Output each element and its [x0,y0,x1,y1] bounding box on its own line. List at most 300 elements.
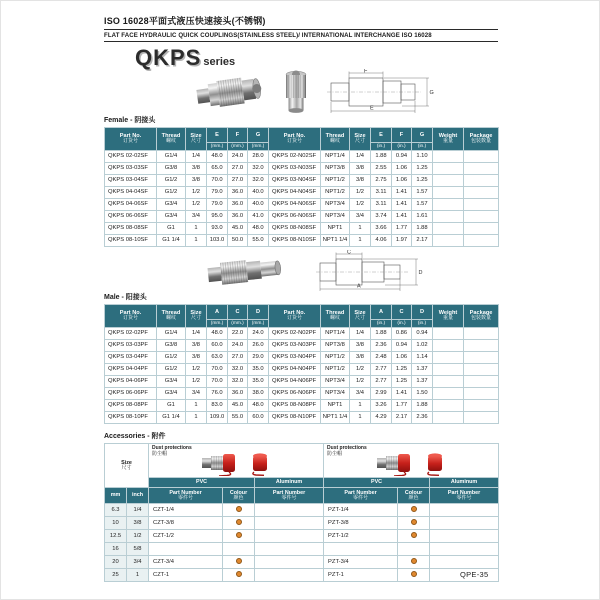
part-number-cell: PZT-3/4 [324,556,398,569]
value-cell [430,543,499,556]
table-row [105,556,499,569]
value-cell: G3/4 [157,199,186,211]
value-cell: 3/8 [186,163,207,175]
value-cell: NPT1/2 [321,364,350,376]
value-cell: 48.0 [207,328,228,340]
value-cell: 2.55 [371,163,392,175]
value-cell: 32.0 [228,364,248,376]
table-row [105,569,499,582]
colour-dot [411,506,417,512]
value-cell: 1.41 [392,199,412,211]
value-cell: 32.0 [248,163,269,175]
value-cell: 45.0 [228,223,248,235]
value-cell: 1.25 [392,364,412,376]
value-cell: 1.06 [392,163,412,175]
value-cell: 36.0 [228,199,248,211]
value-cell: G1/4 [157,328,186,340]
col-header-thread: Thread 螺纹 [321,128,350,151]
value-cell: 3/4 [127,556,149,569]
unit-in: (in.) [392,320,412,328]
colour-dot-cell [223,517,255,530]
colour-dot-cell [398,569,430,582]
table-row [105,175,499,187]
unit-mm: (mm.) [248,143,269,151]
col-header-part-no: Part No. 订货号 [269,305,321,328]
dust-protections-label: Dust protections 防尘帽 [152,445,192,457]
col-header-part-no: Part No. 订货号 [105,305,157,328]
value-cell: 1/4 [186,151,207,163]
value-cell: 2.77 [371,364,392,376]
value-cell: G1/2 [157,187,186,199]
value-cell: 36.0 [228,388,248,400]
series-title [135,45,498,69]
dust-cap-photo [249,450,271,476]
value-cell: 3.66 [371,223,392,235]
value-cell: 1/2 [350,187,371,199]
value-cell: 1 [127,569,149,582]
part-number-header: Part Number 零件号 [149,488,223,504]
value-cell [255,530,324,543]
value-cell: G3/4 [157,211,186,223]
dust-protection-photo-aluminum [324,444,499,478]
value-cell [430,556,499,569]
series-name: QKPS [135,45,202,70]
colour-dot [411,571,417,577]
size-header: Size 尺寸 [105,444,149,488]
value-cell: 22.0 [228,328,248,340]
page-content [104,14,498,582]
value-cell [255,569,324,582]
value-cell: G3/4 [157,376,186,388]
table-row [105,530,499,543]
value-cell [433,175,464,187]
colour-dot-cell [398,556,430,569]
value-cell: 1.77 [392,223,412,235]
table-row [105,235,499,247]
part-number-cell [149,543,223,556]
value-cell [464,235,499,247]
value-cell: 48.0 [248,223,269,235]
value-cell: 0.86 [392,328,412,340]
value-cell: 2.36 [371,340,392,352]
part-number-cell: QKPS 03-N03SF [269,163,321,175]
value-cell [223,543,255,556]
value-cell: 83.0 [207,400,228,412]
value-cell: 3/4 [350,388,371,400]
value-cell [433,400,464,412]
value-cell: 1/4 [186,328,207,340]
value-cell: 36.0 [228,211,248,223]
value-cell [255,556,324,569]
part-number-cell: CZT-3/8 [149,517,223,530]
value-cell: 3/8 [350,340,371,352]
table-row [105,151,499,163]
part-number-cell: CZT-1/2 [149,530,223,543]
value-cell: 1/2 [350,376,371,388]
value-cell: 2.75 [371,175,392,187]
value-cell: 60.0 [207,340,228,352]
part-number-cell: QKPS 04-N06PF [269,376,321,388]
inch-header: inch [127,488,149,504]
value-cell: 1.37 [412,364,433,376]
value-cell: 4.29 [371,412,392,424]
part-number-cell: QKPS 08-10SF [105,235,157,247]
value-cell: 1.57 [412,199,433,211]
col-header-size: Size 尺寸 [186,305,207,328]
value-cell: G3/8 [157,340,186,352]
col-header-dim-c: C [228,305,248,320]
col-header-weight: Weight 重量 [433,128,464,151]
value-cell: 41.0 [248,211,269,223]
dim-label-d: D [418,270,422,276]
value-cell: NPT1/2 [321,187,350,199]
value-cell: NPT3/4 [321,388,350,400]
value-cell: 48.0 [248,400,269,412]
value-cell: NPT1/4 [321,328,350,340]
value-cell: 3/8 [186,352,207,364]
colour-dot [411,558,417,564]
male-spec-table [104,304,499,424]
female-photo-block [134,70,498,114]
table-row [105,388,499,400]
value-cell: 3.26 [371,400,392,412]
value-cell: 1.50 [412,388,433,400]
table-row [105,543,499,556]
value-cell: 27.0 [228,175,248,187]
colour-dot-cell [223,504,255,517]
value-cell [433,199,464,211]
value-cell: 3/4 [186,388,207,400]
dust-protections-label: Dust protections 防尘帽 [327,445,367,457]
table-row [105,364,499,376]
colour-header: Colour 颜色 [398,488,430,504]
value-cell: 40.0 [248,187,269,199]
value-cell: 1 [186,412,207,424]
part-number-cell: QKPS 03-04SF [105,175,157,187]
value-cell: 1/4 [350,328,371,340]
value-cell: 3.11 [371,199,392,211]
col-header-part-no: Part No. 订货号 [105,128,157,151]
value-cell: 3/8 [350,352,371,364]
part-number-header: Part Number 零件号 [430,488,499,504]
value-cell: G1/2 [157,175,186,187]
value-cell: 0.94 [412,328,433,340]
dim-label-f: F [363,69,367,75]
part-number-cell: QKPS 06-06PF [105,388,157,400]
value-cell [464,211,499,223]
value-cell: 1/2 [186,364,207,376]
value-cell: NPT3/4 [321,376,350,388]
value-cell: 55.0 [248,235,269,247]
value-cell: 16 [105,543,127,556]
dust-cap-photos [324,445,498,477]
col-header-package: Package 包装数量 [464,305,499,328]
col-header-size: Size 尺寸 [350,305,371,328]
value-cell: 65.0 [207,163,228,175]
part-number-cell: QKPS 03-04PF [105,352,157,364]
colour-dot [236,532,242,538]
value-cell: 3/4 [186,211,207,223]
part-number-cell: QKPS 04-N04SF [269,187,321,199]
value-cell: 1.88 [412,400,433,412]
part-number-cell: QKPS 06-N06PF [269,388,321,400]
value-cell: NPT3/8 [321,340,350,352]
dust-cap-photo [424,450,446,476]
unit-mm: (mm.) [248,320,269,328]
value-cell: 27.0 [228,163,248,175]
value-cell: G3/4 [157,388,186,400]
value-cell: 1 [350,400,371,412]
col-header-weight: Weight 重量 [433,305,464,328]
value-cell [433,352,464,364]
value-cell: NPT1 1/4 [321,412,350,424]
value-cell: 3/8 [186,175,207,187]
value-cell: 29.0 [248,352,269,364]
dim-label-e: E [369,105,374,112]
part-number-cell: QKPS 08-N10PF [269,412,321,424]
value-cell: 1 [350,235,371,247]
value-cell: 1.06 [392,175,412,187]
unit-mm: (mm.) [228,320,248,328]
value-cell: 70.0 [207,376,228,388]
part-number-cell [324,543,398,556]
value-cell: NPT1/4 [321,151,350,163]
value-cell: 10 [105,517,127,530]
material-group-row [105,478,499,488]
part-number-cell: QKPS 08-10PF [105,412,157,424]
value-cell: 1.25 [412,175,433,187]
value-cell: 26.0 [248,340,269,352]
table-row [105,328,499,340]
dust-cap-photos [149,445,323,477]
value-cell: G1/2 [157,364,186,376]
value-cell: 1/4 [350,151,371,163]
value-cell: 1/2 [350,364,371,376]
table-row [105,163,499,175]
value-cell: 24.0 [228,340,248,352]
value-cell [464,151,499,163]
value-cell: 60.0 [248,412,269,424]
value-cell: 24.0 [228,151,248,163]
value-cell: 70.0 [207,364,228,376]
part-number-header: Part Number 零件号 [255,488,324,504]
value-cell: 1.88 [412,223,433,235]
value-cell: 48.0 [207,151,228,163]
value-cell [464,340,499,352]
value-cell: 27.0 [228,352,248,364]
colour-dot-cell [223,556,255,569]
value-cell: 1.41 [392,211,412,223]
col-header-dim-d: D [248,305,269,320]
female-section-label: Female - 阴接头 [104,117,156,124]
value-cell: 3/8 [127,517,149,530]
value-cell: 24.0 [248,328,269,340]
part-number-cell: QKPS 04-N04PF [269,364,321,376]
value-cell: NPT1 [321,400,350,412]
value-cell: NPT1 1/4 [321,235,350,247]
value-cell: 1 [186,223,207,235]
value-cell: 35.0 [248,376,269,388]
value-cell: 1.88 [371,151,392,163]
page-title-en: FLAT FACE HYDRAULIC QUICK COUPLINGS(STAINLESS STEEL)/ INTERNATIONAL INTERCHANGE ISO 16028 [104,32,432,39]
value-cell: 36.0 [228,187,248,199]
value-cell: 1.97 [392,235,412,247]
image-row [105,444,499,478]
col-header-dim-d: D [412,305,433,320]
value-cell: 1/4 [127,504,149,517]
value-cell: G1 [157,223,186,235]
header-row [105,305,499,320]
series-suffix: series [203,56,236,68]
value-cell: 2.99 [371,388,392,400]
value-cell: 28.0 [248,151,269,163]
part-number-cell: QKPS 03-03PF [105,340,157,352]
value-cell: 2.48 [371,352,392,364]
value-cell [464,412,499,424]
part-number-cell: QKPS 04-N06SF [269,199,321,211]
value-cell [433,328,464,340]
value-cell: NPT3/8 [321,163,350,175]
value-cell [430,517,499,530]
value-cell [464,364,499,376]
col-header-dim-e: E [371,128,392,143]
col-header-dim-g: G [412,128,433,143]
mm-header: mm [105,488,127,504]
value-cell [433,163,464,175]
value-cell: NPT1/2 [321,352,350,364]
value-cell [433,223,464,235]
colour-dot-cell [398,530,430,543]
col-header-package: Package 包装数量 [464,128,499,151]
value-cell: 3/8 [350,163,371,175]
colour-dot [411,519,417,525]
value-cell [464,388,499,400]
dim-label-a: A [356,283,361,290]
accessories-table [104,443,499,582]
value-cell [433,187,464,199]
value-cell: 2.17 [392,412,412,424]
part-number-cell: QKPS 08-N08SF [269,223,321,235]
part-number-cell: QKPS 02-N02PF [269,328,321,340]
coupling-with-cap-photo [376,450,414,476]
value-cell: 38.0 [248,388,269,400]
part-number-cell: PZT-1/2 [324,530,398,543]
value-cell: G1 1/4 [157,235,186,247]
colour-dot [411,532,417,538]
value-cell: 70.0 [207,175,228,187]
value-cell [433,364,464,376]
unit-in: (in.) [371,320,392,328]
table-row [105,340,499,352]
dim-label-g: G [429,90,434,96]
part-number-header: Part Number 零件号 [324,488,398,504]
colour-dot-cell [223,569,255,582]
part-number-cell: QKPS 04-06PF [105,376,157,388]
value-cell: 79.0 [207,199,228,211]
value-cell [255,543,324,556]
value-cell: 1.77 [392,400,412,412]
value-cell: 1.88 [371,328,392,340]
value-cell: 3.74 [371,211,392,223]
value-cell: 1.37 [412,376,433,388]
page-number: QPE-35 [460,570,489,579]
part-number-cell: QKPS 08-N10SF [269,235,321,247]
value-cell: 63.0 [207,352,228,364]
value-cell: 20 [105,556,127,569]
value-cell: 1/2 [127,530,149,543]
value-cell: 1.25 [412,163,433,175]
part-number-cell: PZT-1/4 [324,504,398,517]
value-cell: 109.0 [207,412,228,424]
unit-in: (in.) [412,143,433,151]
table-row [105,223,499,235]
colour-header: Colour 颜色 [223,488,255,504]
part-number-cell: CZT-1 [149,569,223,582]
table-row [105,504,499,517]
value-cell [433,151,464,163]
value-cell: 3/8 [350,175,371,187]
value-cell: 1.41 [392,187,412,199]
col-header-thread: Thread 螺纹 [157,305,186,328]
col-header-thread: Thread 螺纹 [157,128,186,151]
colour-dot-cell [223,530,255,543]
value-cell [464,328,499,340]
aluminum-group-header: Aluminum [430,478,499,488]
value-cell: 2.77 [371,376,392,388]
value-cell: 76.0 [207,388,228,400]
colour-dot-cell [398,504,430,517]
value-cell: 4.06 [371,235,392,247]
accessories-section-label: Accessories - 附件 [104,433,166,440]
part-number-cell: QKPS 02-02PF [105,328,157,340]
table-row [105,199,499,211]
part-number-cell: PZT-1 [324,569,398,582]
unit-in: (in.) [371,143,392,151]
male-photo-block [134,251,498,291]
part-number-cell: CZT-1/4 [149,504,223,517]
unit-in: (in.) [392,143,412,151]
value-cell [433,211,464,223]
value-cell: 5/8 [127,543,149,556]
male-section-label: Male - 阳接头 [104,294,147,301]
colour-dot [236,506,242,512]
value-cell [433,376,464,388]
value-cell: 1.10 [412,151,433,163]
part-number-cell: QKPS 04-04SF [105,187,157,199]
value-cell: 25 [105,569,127,582]
value-cell [433,235,464,247]
value-cell: 3/4 [350,211,371,223]
value-cell: 1.25 [392,376,412,388]
value-cell: 40.0 [248,199,269,211]
value-cell [464,187,499,199]
value-cell: NPT3/4 [321,211,350,223]
part-number-cell: QKPS 08-08PF [105,400,157,412]
part-number-cell: QKPS 03-N04SF [269,175,321,187]
value-cell: 1/2 [186,187,207,199]
value-cell: 2.36 [412,412,433,424]
value-cell: 6.3 [105,504,127,517]
value-cell [398,543,430,556]
coupling-with-cap-photo [201,450,239,476]
table-row [105,412,499,424]
unit-in: (in.) [412,320,433,328]
col-header-thread: Thread 螺纹 [321,305,350,328]
part-number-cell: QKPS 03-03SF [105,163,157,175]
value-cell: 1.41 [392,388,412,400]
female-coupling-photo-angled [195,70,269,114]
part-number-cell: QKPS 04-06SF [105,199,157,211]
